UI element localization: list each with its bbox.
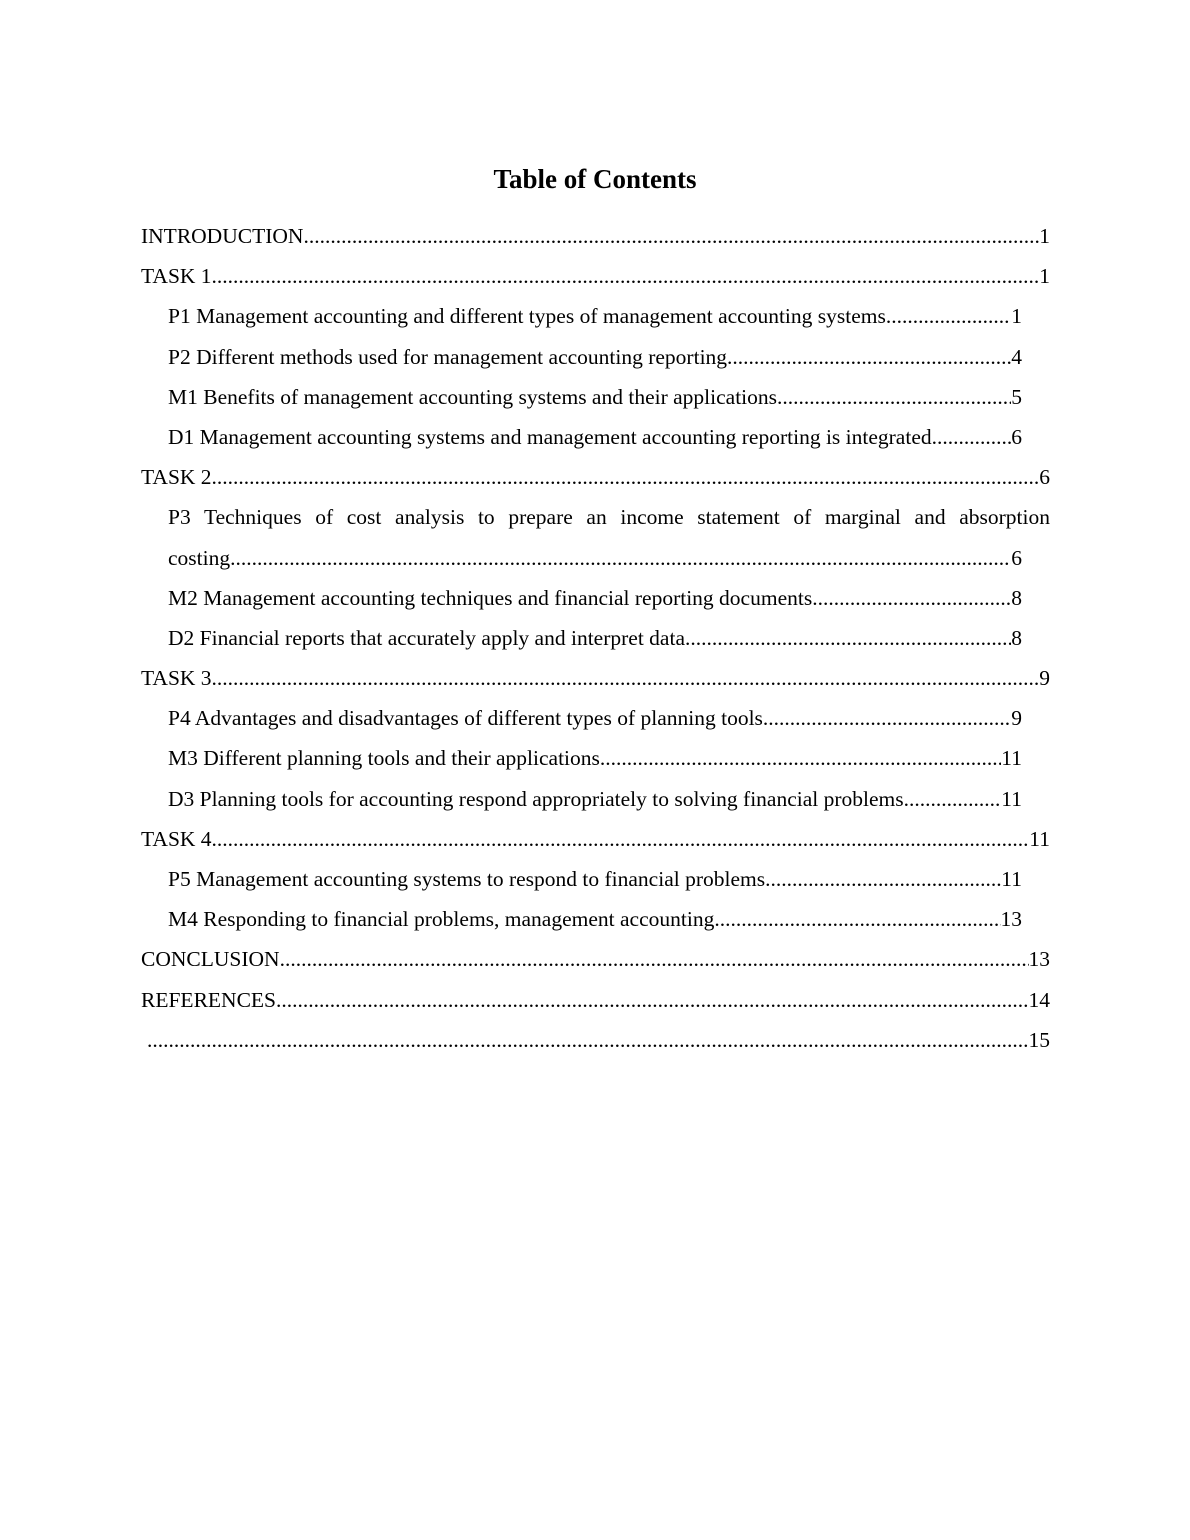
toc-page-number: 8 <box>1011 625 1022 650</box>
toc-page-number: 13 <box>1000 907 1022 932</box>
toc-dot-leader <box>812 578 1011 618</box>
toc-page-number: 9 <box>1039 666 1050 691</box>
toc-page-number: 6 <box>1011 424 1022 449</box>
toc-entry-d2[interactable] <box>141 618 1022 658</box>
toc-entry-text: TASK 3 <box>141 666 212 691</box>
toc-entry-task-2[interactable] <box>141 457 1050 497</box>
toc-page-number: 14 <box>1028 987 1050 1012</box>
toc-dot-leader <box>727 337 1011 377</box>
toc-dot-leader <box>276 980 1029 1020</box>
toc-dot-leader <box>230 538 1011 578</box>
toc-entry-p1[interactable] <box>141 296 1022 336</box>
toc-entry-text: D2 Financial reports that accurately apply and interpret data <box>168 625 685 650</box>
toc-dot-leader <box>280 939 1029 979</box>
toc-entry-text: M2 Management accounting techniques and financial reporting documents <box>168 585 813 610</box>
toc-entry-text: D3 Planning tools for accounting respond appropriately to solving financial problems. <box>168 786 910 811</box>
toc-dot-leader <box>212 819 1030 859</box>
toc-page-number: 11 <box>1029 826 1050 851</box>
toc-page-number: 9 <box>1011 706 1022 731</box>
toc-list <box>141 216 1050 1060</box>
toc-dot-leader <box>303 216 1039 256</box>
toc-entry-text: TASK 2 <box>141 465 212 490</box>
toc-entry-p3-line-2[interactable] <box>141 538 1022 578</box>
toc-dot-leader <box>212 457 1040 497</box>
toc-entry-text: TASK 4 <box>141 826 212 851</box>
toc-entry-d1[interactable] <box>141 417 1022 457</box>
toc-page-number: 5 <box>1011 384 1022 409</box>
toc-dot-leader <box>212 658 1040 698</box>
toc-entry-introduction[interactable] <box>141 216 1050 256</box>
toc-entry-text: REFERENCES <box>141 987 276 1012</box>
toc-dot-leader <box>685 618 1011 658</box>
toc-dot-leader <box>763 698 1011 738</box>
toc-entry-text: P4 Advantages and disadvantages of different types of planning tools <box>168 706 763 731</box>
toc-entry-text: P3 Techniques of cost analysis to prepare an income statement of marginal and absorption <box>168 505 1050 530</box>
toc-dot-leader <box>714 899 1000 939</box>
toc-entry-text: TASK 1 <box>141 264 212 289</box>
toc-page-number: 6 <box>1039 465 1050 490</box>
toc-entry-p2[interactable] <box>141 337 1022 377</box>
toc-entry-untitled[interactable] <box>141 1020 1050 1060</box>
toc-page-number: 11 <box>1001 746 1022 771</box>
toc-entry-m3[interactable] <box>141 738 1022 778</box>
toc-page-number: 11 <box>1001 867 1022 891</box>
toc-entry-text: CONCLUSION <box>141 947 280 972</box>
toc-page-number: 6 <box>1011 545 1022 570</box>
toc-page-number: 1 <box>1011 304 1022 329</box>
toc-entry-references[interactable] <box>141 980 1050 1020</box>
toc-entry-p5[interactable] <box>141 859 1022 899</box>
toc-entry-text: M1 Benefits of management accounting systems and their applications <box>168 384 778 409</box>
toc-page-number: 1 <box>1039 224 1050 248</box>
toc-dot-leader <box>212 256 1040 296</box>
toc-entry-text: P2 Different methods used for management accounting reporting <box>168 344 728 369</box>
toc-entry-text: costing <box>168 545 231 570</box>
toc-entry-text: P1 Management accounting and different types of management accounting systems. <box>168 304 892 329</box>
toc-dot-leader <box>891 296 1011 336</box>
toc-entry-d3[interactable] <box>141 779 1022 819</box>
toc-entry-text: D1 Management accounting systems and management accounting reporting is integrated. <box>168 424 937 449</box>
toc-entry-task-1[interactable] <box>141 256 1050 296</box>
toc-entry-p3-line-1[interactable] <box>141 497 1050 537</box>
page-title: Table of Contents <box>493 164 697 194</box>
toc-dot-leader <box>765 859 1001 899</box>
toc-entry-text: M3 Different planning tools and their applications <box>168 746 600 771</box>
toc-dot-leader <box>147 1020 1029 1060</box>
toc-dot-leader <box>777 377 1011 417</box>
toc-entry-m4[interactable] <box>141 899 1022 939</box>
toc-entry-conclusion[interactable] <box>141 939 1050 979</box>
toc-page-number: 8 <box>1011 585 1022 610</box>
toc-dot-leader <box>937 417 1011 457</box>
toc-entry-m1[interactable] <box>141 377 1022 417</box>
toc-page-number: 15 <box>1028 1027 1050 1052</box>
toc-page-number: 4 <box>1011 344 1022 369</box>
toc-dot-leader <box>600 738 1001 778</box>
toc-page-number: 13 <box>1028 947 1050 972</box>
toc-entry-task-4[interactable] <box>141 819 1050 859</box>
toc-entry-text: M4 Responding to financial problems, management accounting <box>168 907 715 932</box>
toc-page-number: 11 <box>1001 786 1022 811</box>
toc-entry-text: INTRODUCTION <box>141 224 304 248</box>
toc-entry-m2[interactable] <box>141 578 1022 618</box>
toc-entry-task-3[interactable] <box>141 658 1050 698</box>
toc-entry-p4[interactable] <box>141 698 1022 738</box>
toc-dot-leader <box>909 779 1001 819</box>
toc-page-number: 1 <box>1039 264 1050 289</box>
toc-entry-text: P5 Management accounting systems to respond to financial problems <box>168 867 766 891</box>
